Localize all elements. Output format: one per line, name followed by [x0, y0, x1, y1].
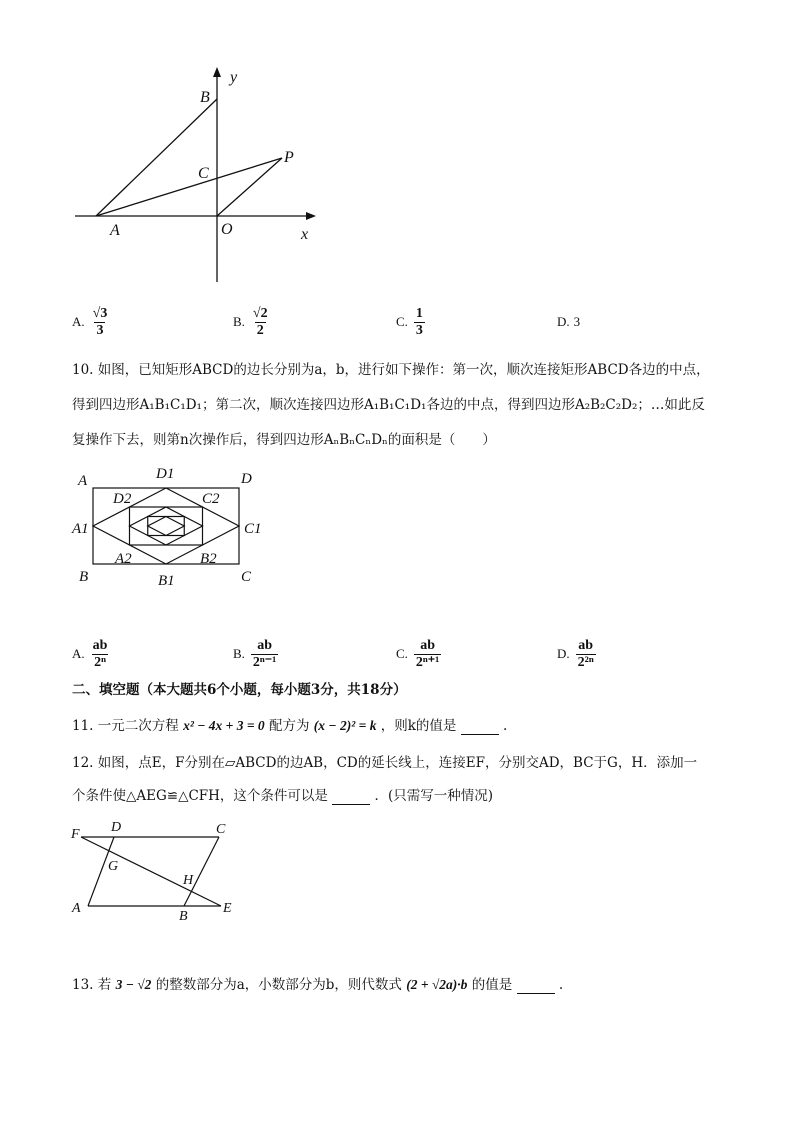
fraction-denominator: 2²ⁿ: [577, 654, 594, 670]
fraction-numerator: ab: [257, 637, 273, 653]
section-title: 二、填空题（本大题共6个小题，每小题3分，共18分）: [72, 682, 407, 698]
label-B: B: [79, 569, 89, 585]
label-D2: D2: [113, 491, 132, 507]
fraction-numerator: ab: [420, 637, 436, 653]
q10-line-3: 复操作下去，则第n次操作后，得到四边形AₙBₙCₙDₙ的面积是（ ）: [72, 432, 496, 448]
option-letter: C.: [396, 314, 408, 329]
answer-blank[interactable]: [461, 720, 499, 735]
q10-line-2: 得到四边形A₁B₁C₁D₁；第二次，顺次连接四边形A₁B₁C₁D₁各边的中点，得到四边形A₂B₂C₂D₂；…如此反: [72, 397, 705, 413]
label-B: B: [200, 89, 210, 106]
q11: [72, 717, 507, 735]
q11-prefix: 11. 一元二次方程: [72, 718, 179, 734]
q9-option-b[interactable]: [233, 300, 270, 344]
q12-line-2: [72, 787, 493, 805]
fraction-denominator: 2ⁿ: [94, 654, 106, 670]
q10-option-b[interactable]: [233, 632, 278, 676]
q13-end: .: [558, 977, 564, 993]
q13: [72, 976, 563, 994]
fraction-numerator: ab: [92, 637, 108, 653]
fraction-denominator: 3: [415, 322, 423, 338]
label-D1: D1: [156, 466, 175, 482]
q10-rectangle-figure: [70, 465, 270, 590]
q10-option-c[interactable]: [396, 632, 441, 676]
option-letter: D.: [557, 646, 570, 661]
label-C: C: [198, 165, 209, 182]
q11-middle: 配方为: [268, 718, 310, 734]
option-letter: B.: [233, 646, 245, 661]
label-x: x: [301, 226, 309, 243]
label-H: H: [183, 873, 194, 888]
option-letter: A.: [72, 314, 85, 329]
label-C2: C2: [202, 491, 220, 507]
label-B: B: [179, 909, 188, 924]
q12-line-2a: 个条件使△AEG≌△CFH，这个条件可以是: [72, 788, 328, 804]
label-B1: B1: [158, 573, 175, 589]
q10-option-a[interactable]: [72, 632, 109, 676]
fraction-numerator: √2: [252, 305, 268, 321]
label-G: G: [108, 859, 119, 874]
q9-option-d[interactable]: [557, 300, 580, 344]
label-O: O: [221, 221, 233, 238]
label-E: E: [223, 901, 232, 916]
fraction-numerator: ab: [578, 637, 594, 653]
q11-form: (x − 2)² = k: [313, 718, 377, 733]
fraction-numerator: 1: [415, 305, 423, 321]
option-value: 3: [573, 314, 581, 329]
fraction-denominator: 2: [256, 322, 264, 338]
q10-option-d[interactable]: [557, 632, 596, 676]
q13-expr-1: 3 − √2: [115, 977, 152, 992]
q12-parallelogram-figure: [66, 816, 246, 924]
label-C: C: [241, 569, 252, 585]
q12-line-2b: ．(只需写一种情况): [374, 788, 494, 804]
label-P: P: [284, 149, 294, 166]
option-letter: B.: [233, 314, 245, 329]
label-A1: A1: [72, 521, 89, 537]
q11-suffix: ，则k的值是: [380, 718, 457, 734]
q12-line-1: 12. 如图，点E，F分别在▱ABCD的边AB，CD的延长线上，连接EF，分别交AD，BC于G，H．添加一: [72, 755, 698, 771]
label-A2: A2: [115, 551, 132, 567]
q13-suffix: 的值是: [471, 977, 513, 993]
label-B2: B2: [200, 551, 217, 567]
label-F: F: [71, 827, 80, 842]
q11-equation: x² − 4x + 3 = 0: [183, 718, 265, 733]
answer-blank[interactable]: [332, 790, 370, 805]
q9-coordinate-figure: [70, 62, 330, 287]
label-D: D: [111, 820, 122, 835]
q13-prefix: 13. 若: [72, 977, 112, 993]
fraction-denominator: 3: [96, 322, 104, 338]
fraction-denominator: 2ⁿ⁻¹: [252, 654, 277, 670]
option-letter: D.: [557, 314, 570, 329]
label-A: A: [78, 473, 88, 489]
q11-end: .: [503, 718, 508, 734]
option-letter: C.: [396, 646, 408, 661]
q9-option-a[interactable]: [72, 300, 109, 344]
label-D: D: [241, 471, 252, 487]
fraction-numerator: √3: [92, 305, 108, 321]
q10-line-1: 10. 如图，已知矩形ABCD的边长分别为a，b，进行如下操作：第一次，顺次连接矩形ABCD各边的中点，: [72, 362, 710, 378]
label-C: C: [216, 822, 226, 837]
label-C1: C1: [244, 521, 262, 537]
label-A: A: [110, 222, 120, 239]
label-A: A: [72, 901, 81, 916]
label-y: y: [230, 69, 238, 86]
fraction-denominator: 2ⁿ⁺¹: [415, 654, 440, 670]
option-letter: A.: [72, 646, 85, 661]
q13-expr-2: (2 + √2a)·b: [406, 977, 468, 992]
q13-middle: 的整数部分为a，小数部分为b，则代数式: [155, 977, 402, 993]
q9-option-c[interactable]: [396, 300, 425, 344]
answer-blank[interactable]: [517, 979, 555, 994]
